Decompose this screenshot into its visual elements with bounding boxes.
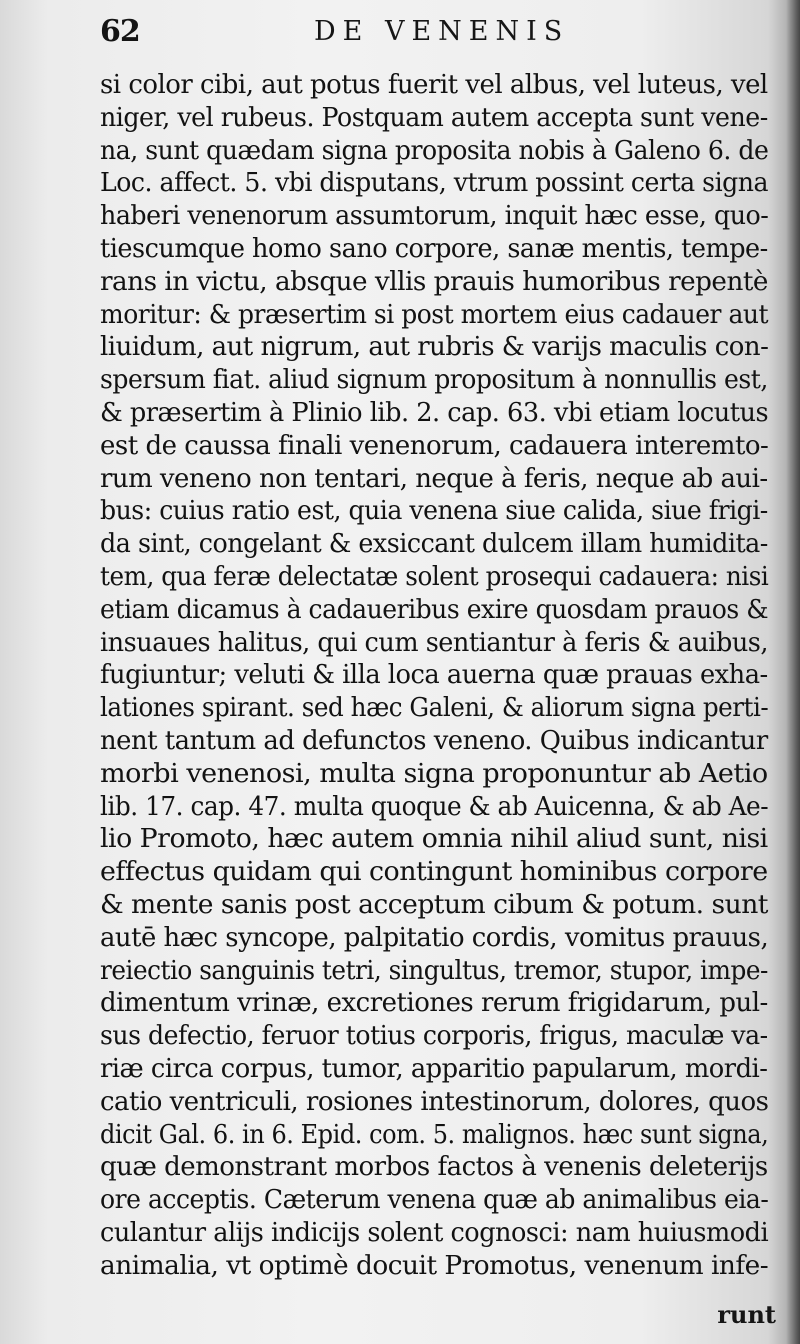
- text-line: morbi venenosi, multa signa proponuntur ab Aetio: [100, 758, 768, 789]
- text-line: da sint, congelant & exsiccant dulcem illam humidita-: [100, 529, 768, 560]
- text-line: haberi venenorum assumtorum, inquit hæc esse, quo-: [100, 201, 769, 232]
- text-line: catio ventriculi, rosiones intestinorum, dolores, quos: [100, 1086, 769, 1117]
- text-line: dimentum vrinæ, excretiones rerum frigidarum, pul-: [100, 988, 768, 1019]
- page-number: 62: [100, 14, 140, 49]
- text-line: insuaues halitus, qui cum sentiantur à feris & auibus,: [100, 627, 769, 658]
- text-line: liuidum, aut nigrum, aut rubris & varijs maculis con-: [100, 332, 769, 363]
- text-line: etiam dicamus à cadaueribus exire quosdam prauos &: [100, 594, 769, 625]
- text-line: spersum fiat. aliud signum propositum à nonnullis est,: [100, 365, 768, 396]
- text-line: nent tantum ad defunctos veneno. Quibus indicantur: [100, 726, 768, 756]
- text-line: dicit Gal. 6. in 6. Epid. com. 5. malignos. hæc sunt signa,: [100, 1119, 769, 1150]
- text-line: Loc. affect. 5. vbi disputans, vtrum possint certa signa: [100, 168, 769, 199]
- text-line: effectus quidam qui contingunt hominibus corpore: [100, 857, 768, 888]
- running-head: DE VENENIS: [314, 16, 570, 47]
- text-line: autē hæc syncope, palpitatio cordis, vomitus prauus,: [100, 922, 769, 953]
- text-line: ore acceptis. Cæterum venena quæ ab animalibus eia-: [100, 1185, 769, 1216]
- text-line: bus: cuius ratio est, quia venena siue calida, siue frigi-: [100, 496, 768, 527]
- body-text: [100, 60, 774, 1280]
- text-line: si color cibi, aut potus fuerit vel albus, vel luteus, vel: [100, 70, 768, 100]
- text-line: fugiuntur; veluti & illa loca auerna quæ prauas exha-: [100, 660, 768, 691]
- text-line: & præsertim à Plinio lib. 2. cap. 63. vbi etiam locutus: [100, 398, 769, 428]
- text-line: riæ circa corpus, tumor, apparitio papularum, mordi-: [100, 1054, 768, 1084]
- text-line: na, sunt quædam signa proposita nobis à Galeno 6. de: [100, 135, 769, 166]
- text-line: reiectio sanguinis tetri, singultus, tremor, stupor, impe-: [100, 955, 768, 986]
- text-line: animalia, vt optimè docuit Promotus, venenum infe-: [100, 1250, 769, 1281]
- text-line: sus defectio, feruor totius corporis, frigus, maculæ va-: [100, 1021, 768, 1052]
- text-line: tiescumque homo sano corpore, sanæ mentis, tempe-: [100, 234, 768, 264]
- text-line: niger, vel rubeus. Postquam autem accepta sunt vene-: [100, 102, 768, 133]
- text-line: tem, qua feræ delectatæ solent prosequi cadauera: nisi: [100, 562, 769, 592]
- catchword: runt: [717, 1300, 776, 1329]
- text-line: quæ demonstrant morbos factos à venenis deleterijs: [100, 1152, 768, 1183]
- page-edge-shadow: [786, 0, 800, 1344]
- text-line: & mente sanis post acceptum cibum & potum. sunt: [100, 890, 768, 920]
- text-line: lationes spirant. sed hæc Galeni, & aliorum signa perti-: [100, 693, 769, 724]
- text-line: est de caussa finali venenorum, cadauera interemto-: [100, 430, 769, 461]
- text-line: rans in victu, absque vllis prauis humoribus repentè: [100, 266, 768, 297]
- text-line: culantur alijs indicijs solent cognosci: nam huiusmodi: [100, 1218, 769, 1248]
- text-line: lio Promoto, hæc autem omnia nihil aliud sunt, nisi: [100, 824, 768, 855]
- text-line: rum veneno non tentari, neque à feris, neque ab aui-: [100, 463, 768, 494]
- page-header: [100, 14, 780, 54]
- text-line: lib. 17. cap. 47. multa quoque & ab Auicenna, & ab Ae-: [100, 791, 769, 822]
- text-line: moritur: & præsertim si post mortem eius cadauer aut: [100, 299, 769, 330]
